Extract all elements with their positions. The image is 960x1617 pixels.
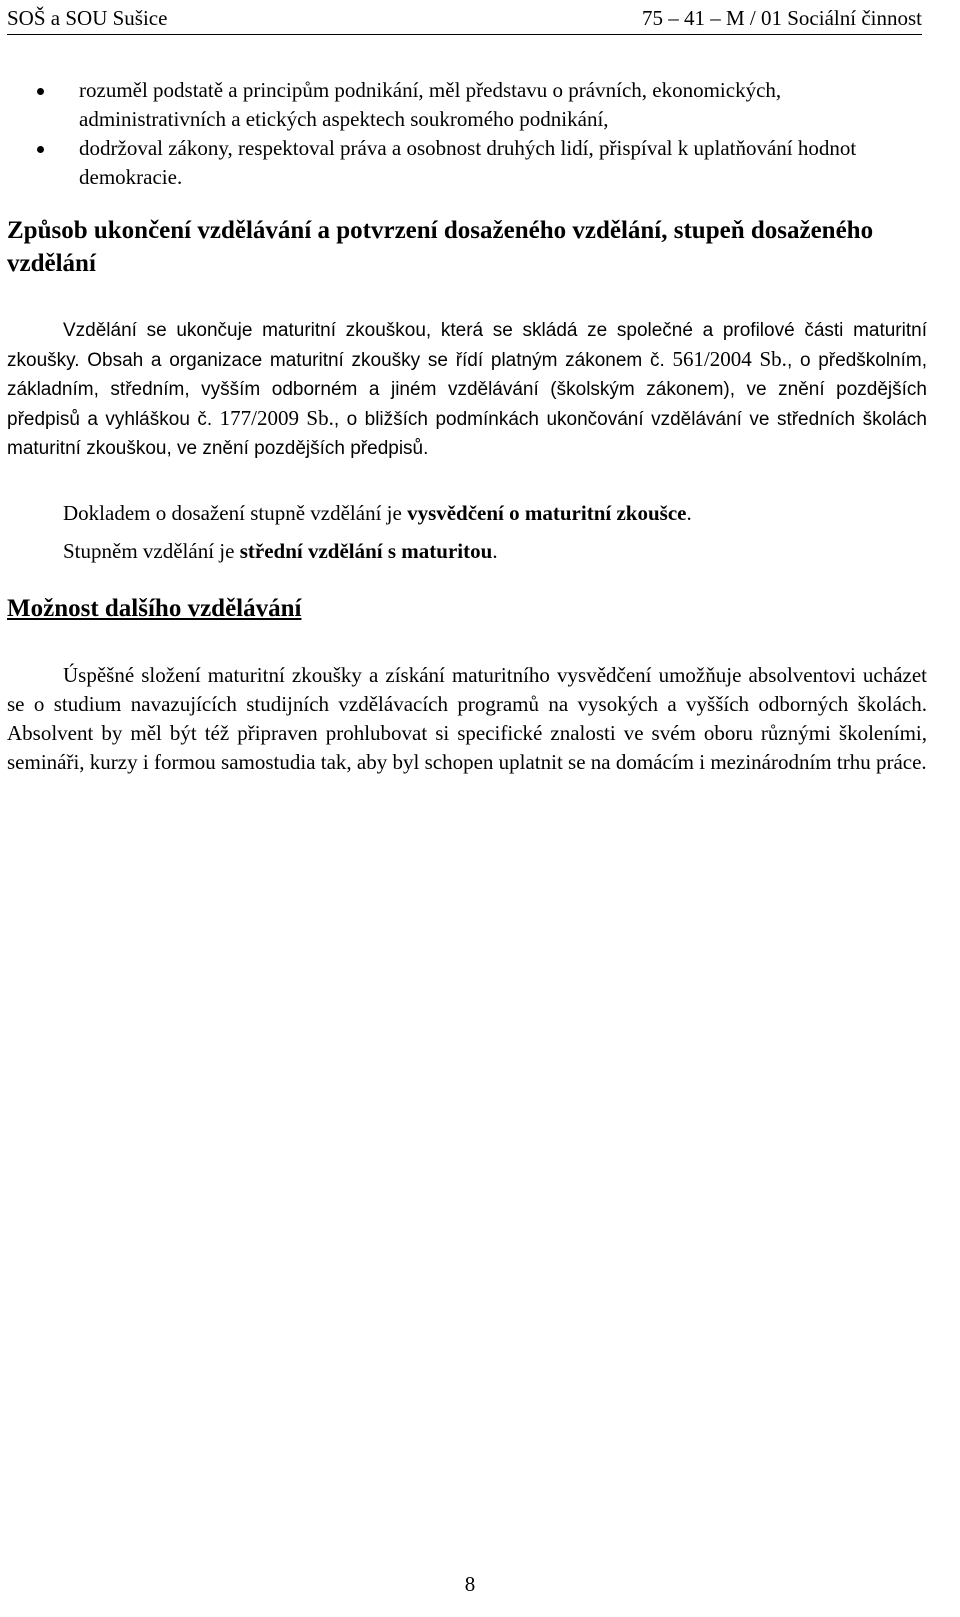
paragraph-text: , o bližších podmínkách ukončování vzdělávání ve středních školách maturitní zkouškou, ve znění pozdějších předpisů.: [7, 409, 927, 459]
line-text: .: [686, 501, 692, 525]
paragraph-text: Vzdělání se ukončuje maturitní zkouškou, která se skládá ze společné a profilové části maturitní zkoušky. Obsah a organizace maturitní zkoušky se řídí platným zákonem č.: [7, 320, 927, 371]
section-title-completion: Způsob ukončení vzdělávání a potvrzení dosaženého vzdělání, stupeň dosaženého vzdělání: [7, 217, 874, 277]
header-program-code: 75 – 41 – M / 01 Sociální činnost: [642, 6, 922, 30]
list-item-text: dodržoval zákony, respektoval práva a osobnost druhých lidí, přispíval k uplatňování hodnot demokracie.: [79, 136, 857, 189]
bullet-icon: [37, 146, 44, 153]
education-level-line: [63, 537, 498, 566]
page-number: 8: [464, 1572, 476, 1596]
bullet-list: [0, 76, 940, 192]
line-text: .: [492, 539, 498, 563]
completion-paragraph: [7, 316, 927, 463]
paragraph-text: , o předškolním, základním, středním, vyšším odborném a jiném vzdělávání (školským zákonem), ve znění pozdějších předpisů a vyhláškou č.: [7, 350, 928, 430]
page-header: [7, 2, 922, 35]
list-item: [0, 134, 927, 192]
section-title-further-education: Možnost dalšího vzdělávání: [7, 595, 302, 622]
header-school-name: SOŠ a SOU Sušice: [7, 6, 168, 30]
decree-number: 177/2009 Sb.: [219, 406, 334, 430]
education-level: střední vzdělání s maturitou: [239, 539, 493, 563]
line-text: Stupněm vzdělání je: [63, 539, 240, 563]
line-text: Dokladem o dosažení stupně vzdělání je: [63, 501, 408, 525]
further-education-paragraph: Úspěšné složení maturitní zkoušky a získání maturitního vysvědčení umožňuje absolventovi ucházet se o studium navazujících studijních vzdělávacích programů na vysokých a vyšších odborných školách. Absolvent by měl být též připraven prohlubovat si specifické znalosti ve svém oboru různými školeními, semináři, kurzy i formou samostudia tak, aby byl schopen uplatnit se na domácím i mezinárodním trhu práce.: [7, 663, 927, 774]
law-number: 561/2004 Sb.: [672, 347, 787, 371]
list-item: [0, 76, 927, 134]
list-item-text: rozuměl podstatě a principům podnikání, měl představu o právních, ekonomických, administrativních a etických aspektech soukromého podnikání,: [79, 78, 782, 131]
bullet-icon: [37, 88, 44, 95]
certificate-line: [63, 499, 692, 528]
certificate-name: vysvědčení o maturitní zkoušce: [407, 501, 687, 525]
